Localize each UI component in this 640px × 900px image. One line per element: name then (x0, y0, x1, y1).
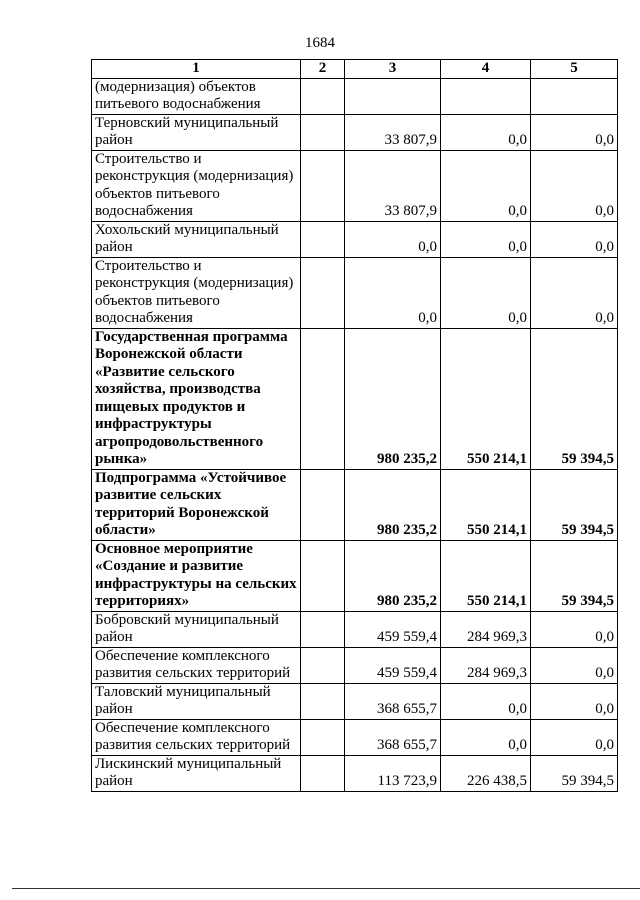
row-col5: 0,0 (531, 683, 618, 719)
row-col2 (301, 755, 345, 791)
row-col4: 0,0 (441, 257, 531, 328)
row-name: Строительство и реконструкция (модернизация) объектов питьевого водоснабжения (92, 257, 301, 328)
row-col3: 113 723,9 (345, 755, 441, 791)
row-name: Терновский муниципальный район (92, 114, 301, 150)
row-name: Хохольский муниципальный район (92, 221, 301, 257)
row-name: Строительство и реконструкция (модернизация) объектов питьевого водоснабжения (92, 150, 301, 221)
table-row (92, 755, 618, 791)
row-col5: 59 394,5 (531, 328, 618, 469)
table-row (92, 150, 618, 221)
row-col2 (301, 611, 345, 647)
column-header-3: 3 (345, 60, 441, 79)
table-row (92, 114, 618, 150)
row-col2 (301, 78, 345, 114)
row-col2 (301, 114, 345, 150)
table-row (92, 221, 618, 257)
row-name: Таловский муниципальный район (92, 683, 301, 719)
row-col4: 550 214,1 (441, 328, 531, 469)
row-col4: 550 214,1 (441, 540, 531, 611)
bottom-rule (12, 888, 640, 889)
row-name: Основное мероприятие «Создание и развитие инфраструктуры на сельских территориях» (92, 540, 301, 611)
table-row (92, 719, 618, 755)
row-name: Бобровский муниципальный район (92, 611, 301, 647)
row-col4: 284 969,3 (441, 647, 531, 683)
table-row (92, 78, 618, 114)
row-name: (модернизация) объектов питьевого водоснабжения (92, 78, 301, 114)
row-col5: 0,0 (531, 114, 618, 150)
column-header-2: 2 (301, 60, 345, 79)
row-col4: 0,0 (441, 114, 531, 150)
row-col5: 59 394,5 (531, 469, 618, 540)
row-col4: 0,0 (441, 150, 531, 221)
page-number: 1684 (305, 35, 335, 51)
row-col5: 0,0 (531, 257, 618, 328)
column-header-5: 5 (531, 60, 618, 79)
table-body (92, 78, 618, 791)
row-col2 (301, 328, 345, 469)
row-col3: 368 655,7 (345, 683, 441, 719)
table-row (92, 540, 618, 611)
table-row (92, 328, 618, 469)
row-name: Подпрограмма «Устойчивое развитие сельских территорий Воронежской области» (92, 469, 301, 540)
row-col3 (345, 78, 441, 114)
row-col5: 0,0 (531, 719, 618, 755)
row-col5: 59 394,5 (531, 540, 618, 611)
row-col3: 0,0 (345, 221, 441, 257)
table-row (92, 647, 618, 683)
row-col5: 0,0 (531, 150, 618, 221)
row-col3: 980 235,2 (345, 469, 441, 540)
row-col3: 368 655,7 (345, 719, 441, 755)
row-col4: 550 214,1 (441, 469, 531, 540)
budget-table (91, 59, 618, 792)
table-row (92, 683, 618, 719)
row-col5 (531, 78, 618, 114)
row-col3: 980 235,2 (345, 540, 441, 611)
row-name: Лискинский муниципальный район (92, 755, 301, 791)
row-col4: 0,0 (441, 221, 531, 257)
row-col2 (301, 683, 345, 719)
table-row (92, 257, 618, 328)
row-col3: 459 559,4 (345, 647, 441, 683)
row-col4: 226 438,5 (441, 755, 531, 791)
row-col2 (301, 150, 345, 221)
row-col3: 459 559,4 (345, 611, 441, 647)
table-row (92, 611, 618, 647)
row-name: Обеспечение комплексного развития сельских территорий (92, 647, 301, 683)
row-col2 (301, 719, 345, 755)
row-col3: 0,0 (345, 257, 441, 328)
row-col4: 0,0 (441, 683, 531, 719)
row-col3: 33 807,9 (345, 150, 441, 221)
row-col5: 0,0 (531, 221, 618, 257)
column-header-4: 4 (441, 60, 531, 79)
row-col2 (301, 221, 345, 257)
row-col5: 0,0 (531, 611, 618, 647)
row-col2 (301, 257, 345, 328)
row-col4: 284 969,3 (441, 611, 531, 647)
row-col3: 33 807,9 (345, 114, 441, 150)
row-col2 (301, 647, 345, 683)
row-col2 (301, 469, 345, 540)
row-col4 (441, 78, 531, 114)
row-col5: 59 394,5 (531, 755, 618, 791)
column-header-1: 1 (92, 60, 301, 79)
table-row (92, 469, 618, 540)
row-col5: 0,0 (531, 647, 618, 683)
row-name: Государственная программа Воронежской области «Развитие сельского хозяйства, производства пищевых продуктов и инфраструктуры агропродовольственного рынка» (92, 328, 301, 469)
row-col4: 0,0 (441, 719, 531, 755)
table-header-row (92, 60, 618, 79)
row-col3: 980 235,2 (345, 328, 441, 469)
row-col2 (301, 540, 345, 611)
row-name: Обеспечение комплексного развития сельских территорий (92, 719, 301, 755)
